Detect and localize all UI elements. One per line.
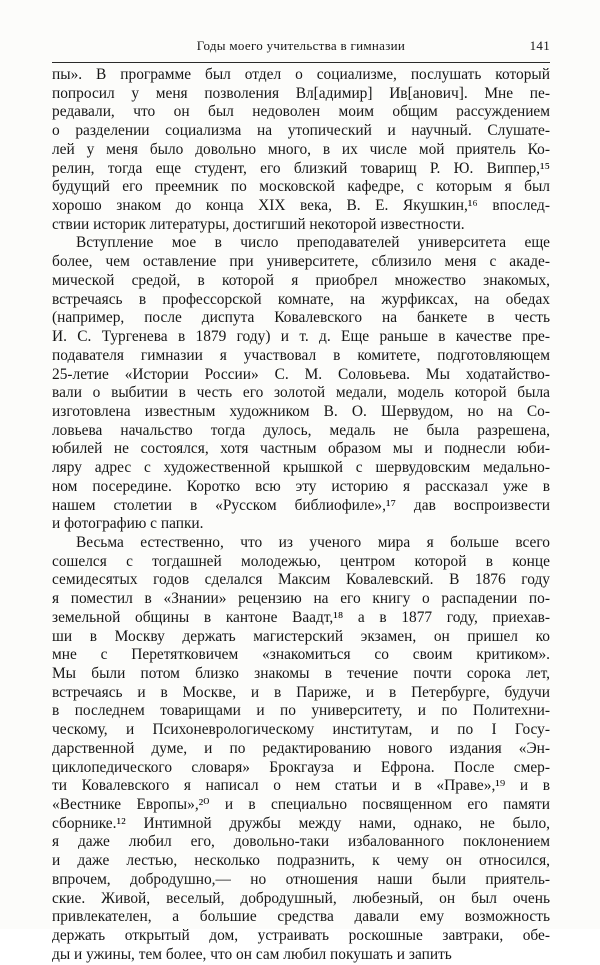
text-line: о разделении социализма на утопический и научный. Слушате-	[52, 122, 550, 140]
body-text	[52, 66, 550, 965]
text-line: ческому, и Психоневрологическому институтам, и по I Госу-	[52, 721, 550, 739]
text-line: ды и ужины, тем более, что он сам любил покушать и запить	[52, 945, 452, 963]
text-line: лей у меня было довольно много, в их числе мой приятель Ко-	[52, 140, 550, 158]
text-line: встречаясь в профессорской комнате, на журфиксах, на обедах	[52, 290, 550, 308]
text-line: мической средой, в которой я приобрел множество знакомых,	[52, 271, 550, 289]
text-line: и даже лестью, несколько подразнить, к чему он относился,	[52, 852, 550, 870]
text-line: более, чем оставление при университете, сблизило меня с акаде-	[52, 253, 550, 271]
header-rule	[52, 62, 550, 63]
text-line: нашем столетии в «Русском библиофиле»,¹⁷ дав воспроизвести	[52, 496, 550, 514]
running-head	[52, 38, 550, 58]
text-line: ти Ковалевского я написал о нем статьи и в «Праве»,¹⁹ и в	[52, 777, 550, 795]
text-line: изготовлена известным художником В. О. Шервудом, но на Со-	[52, 402, 550, 420]
text-line: привлекателен, а большие средства давали ему возможность	[52, 908, 550, 926]
text-line: вали о выбитии в честь его золотой медали, модель которой была	[52, 384, 550, 402]
text-line: Вступление мое в число преподавателей университета еще	[76, 234, 550, 252]
text-line: и фотографию с папки.	[52, 515, 204, 533]
text-line: мне с Перетятковичем «знакомиться со своим критиком».	[52, 646, 550, 664]
text-line: Мы были потом близко знакомы в течение почти сорока лет,	[52, 665, 550, 682]
text-line: дарственной думе, и по редактированию нового издания «Эн-	[52, 739, 550, 757]
paragraph	[52, 66, 550, 234]
text-line: встречаясь и в Москве, и в Париже, и в Петербурге, будучи	[52, 683, 550, 701]
text-line: ствии историк литературы, достигший некоторой известности.	[52, 215, 465, 233]
text-line: сошелся с тогдашней молодежью, центром которой в конце	[52, 552, 550, 570]
text-line: попросил у меня позволения Вл[адимир] Ив[анович]. Мне пе-	[52, 84, 550, 102]
text-line: будущий его преемник по московской кафедре, с которым я был	[52, 178, 550, 196]
text-line: хорошо знаком до конца XIX века, В. Е. Якушкин,¹⁶ впослед-	[52, 197, 550, 215]
text-line: в последнем товарищами и по университету, и по Политехни-	[52, 702, 550, 720]
paragraph	[52, 534, 550, 965]
text-line: ские. Живой, веселый, добродушный, любезный, он был очень	[52, 889, 550, 907]
text-line: ловьева начальство тогда дулось, медаль не была разрешена,	[52, 421, 550, 439]
text-line: циклопедического словаря» Брокгауза и Ефрона. После смер-	[52, 758, 550, 776]
text-line: держать открытый дом, устраивать роскошные завтраки, обе-	[52, 927, 550, 945]
text-line: пы». В программе был отдел о социализме, послушать который	[52, 66, 550, 83]
text-line: 25-летие «Истории России» С. М. Соловьева. Мы ходатайство-	[52, 365, 550, 383]
text-line: И. С. Тургенева в 1879 году) и т. д. Еще раньше в качестве пре-	[52, 328, 550, 346]
text-line: ном посередине. Коротко всю эту историю я рассказал уже в	[52, 477, 550, 495]
page-number: 141	[529, 38, 550, 53]
text-line: ши в Москву держать магистерский экзамен, он пришел ко	[52, 627, 550, 645]
text-line: я даже любил его, довольно-таки избалованного поклонением	[52, 833, 550, 851]
text-line: релин, тогда еще студент, его близкий товарищ Р. Ю. Виппер,¹⁵	[52, 159, 550, 177]
text-line: юбилей не состоялся, хотя частным образом мы и поднесли юби-	[52, 440, 550, 458]
text-line: Весьма естественно, что из ученого мира я больше всего	[76, 533, 550, 551]
text-line: подавателя гимназии я участвовал в комитете, подготовляющем	[52, 346, 550, 364]
text-line: редавали, что он был недоволен моим общим рассуждением	[52, 103, 550, 121]
paragraph	[52, 234, 550, 534]
text-line: ляру адрес с художественной крышкой с шервудовским медально-	[52, 459, 550, 477]
running-title: Годы моего учительства в гимназии	[196, 38, 406, 53]
text-line: сборнике.¹² Интимной дружбы между нами, однако, не было,	[52, 814, 550, 832]
text-line: впрочем, добродушно,— но отношения наши были приятель-	[52, 870, 550, 888]
text-line: земельной общины в кантоне Ваадт,¹⁸ а в 1877 году, приехав-	[52, 608, 550, 626]
text-line: я поместил в «Знании» рецензию на его книгу о распадении по-	[52, 590, 550, 608]
text-line: семидесятых годов сделался Максим Ковалевский. В 1876 году	[52, 571, 550, 589]
text-line: «Вестнике Европы»,²⁰ и в специально посвященном его памяти	[52, 796, 550, 814]
text-line: (например, после диспута Ковалевского на банкете в честь	[52, 309, 550, 327]
